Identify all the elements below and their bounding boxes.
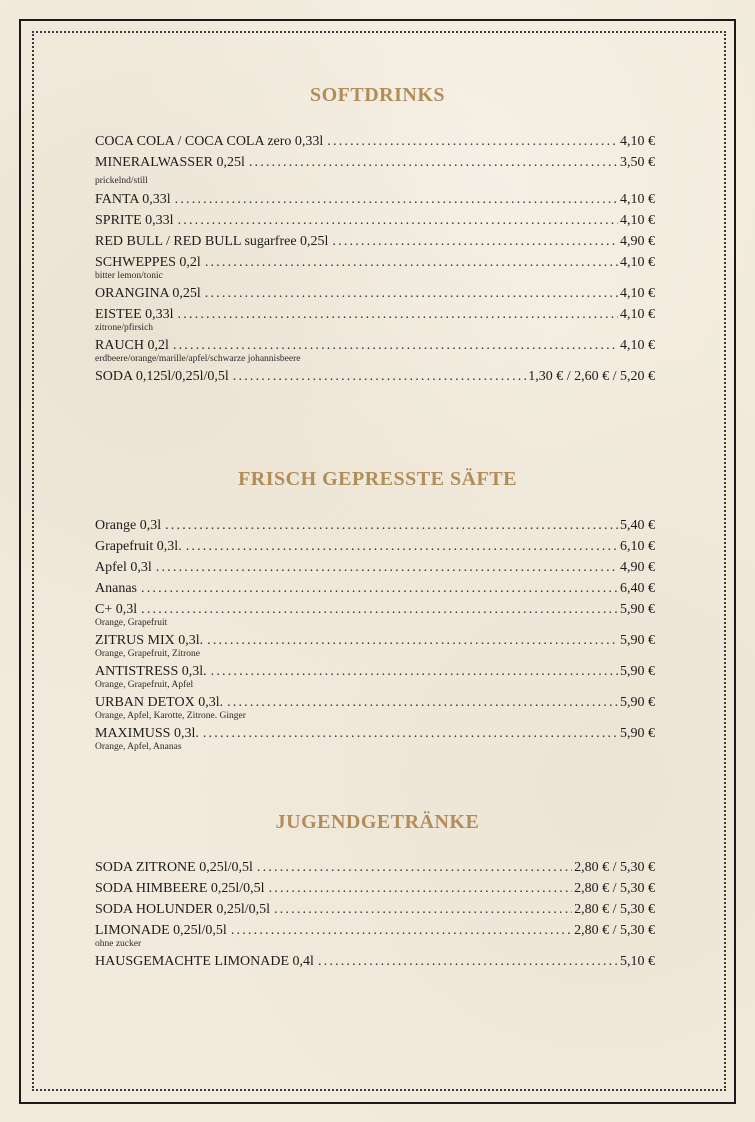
item-description: Orange, Grapefruit xyxy=(95,618,168,628)
item-description: Orange, Apfel, Karotte, Zitrone. Ginger xyxy=(95,711,246,721)
item-price: 4,10 € xyxy=(620,286,655,301)
menu-item xyxy=(95,337,655,365)
item-price: 5,10 € xyxy=(620,954,655,969)
item-description: ohne zucker xyxy=(95,939,142,949)
dot-leader xyxy=(211,663,618,680)
item-name: EISTEE 0,33l xyxy=(95,307,174,322)
dot-leader xyxy=(318,953,618,970)
menu-item xyxy=(95,233,655,250)
item-price: 4,10 € xyxy=(620,192,655,207)
item-price: 2,80 € / 5,30 € xyxy=(574,902,655,917)
dot-leader xyxy=(227,694,618,711)
dot-leader xyxy=(178,212,618,229)
item-name: Orange 0,3l xyxy=(95,518,162,533)
item-price: 5,90 € xyxy=(620,695,655,710)
item-name: SCHWEPPES 0,2l xyxy=(95,255,201,270)
item-description: bitter lemon/tonic xyxy=(95,271,163,281)
item-name: ORANGINA 0,25l xyxy=(95,286,201,301)
dot-leader xyxy=(327,133,618,150)
item-name: Apfel 0,3l xyxy=(95,560,152,575)
menu-item xyxy=(95,922,655,950)
item-price: 6,40 € xyxy=(620,581,655,596)
dot-leader xyxy=(269,880,573,897)
item-price: 5,90 € xyxy=(620,602,655,617)
dot-leader xyxy=(141,601,618,618)
item-description: Orange, Grapefruit, Apfel xyxy=(95,680,194,690)
dot-leader xyxy=(249,154,618,171)
menu-item xyxy=(95,538,655,555)
menu-item xyxy=(95,154,655,171)
menu-item xyxy=(95,517,655,534)
item-price: 4,10 € xyxy=(620,255,655,270)
menu-item xyxy=(95,880,655,897)
item-price: 4,10 € xyxy=(620,213,655,228)
item-price: 4,10 € xyxy=(620,307,655,322)
menu-item xyxy=(95,580,655,597)
jugendgetraenke-list xyxy=(95,859,655,974)
dot-leader xyxy=(165,517,618,534)
item-price: 2,80 € / 5,30 € xyxy=(574,923,655,938)
item-name: MINERALWASSER 0,25l xyxy=(95,155,245,170)
item-price: 4,10 € xyxy=(620,134,655,149)
item-description: Orange, Apfel, Ananas xyxy=(95,742,182,752)
dot-leader xyxy=(141,580,618,597)
menu-item xyxy=(95,254,655,282)
dot-leader xyxy=(173,337,618,354)
item-name: RED BULL / RED BULL sugarfree 0,25l xyxy=(95,234,329,249)
menu-item xyxy=(95,559,655,576)
item-name: Grapefruit 0,3l. xyxy=(95,539,182,554)
dot-leader xyxy=(233,368,526,385)
item-name: MAXIMUSS 0,3l. xyxy=(95,726,199,741)
item-price: 5,90 € xyxy=(620,633,655,648)
item-description: erdbeere/orange/marille/apfel/schwarze johannisbeere xyxy=(95,354,301,364)
dot-leader xyxy=(231,922,572,939)
dot-leader xyxy=(332,233,618,250)
dot-leader xyxy=(257,859,572,876)
menu-item xyxy=(95,953,655,970)
menu-item xyxy=(95,285,655,302)
menu-item xyxy=(95,212,655,229)
dot-leader xyxy=(274,901,572,918)
item-price: 5,40 € xyxy=(620,518,655,533)
item-name: COCA COLA / COCA COLA zero 0,33l xyxy=(95,134,324,149)
dot-leader xyxy=(205,285,618,302)
menu-item xyxy=(95,901,655,918)
dot-leader xyxy=(156,559,618,576)
item-name: HAUSGEMACHTE LIMONADE 0,4l xyxy=(95,954,314,969)
item-name: SODA HOLUNDER 0,25l/0,5l xyxy=(95,902,271,917)
item-name: C+ 0,3l xyxy=(95,602,138,617)
dot-leader xyxy=(186,538,618,555)
dot-leader xyxy=(175,191,618,208)
item-description: zitrone/pfirsich xyxy=(95,323,154,333)
item-name: ZITRUS MIX 0,3l. xyxy=(95,633,204,648)
menu-item xyxy=(95,725,655,753)
item-description: prickelnd/still xyxy=(95,176,148,186)
item-price: 2,80 € / 5,30 € xyxy=(574,860,655,875)
item-name: URBAN DETOX 0,3l. xyxy=(95,695,224,710)
section-title-saefte: FRISCH GEPRESSTE SÄFTE xyxy=(238,468,517,490)
item-price: 4,90 € xyxy=(620,234,655,249)
softdrinks-list xyxy=(95,133,655,389)
item-name: FANTA 0,33l xyxy=(95,192,171,207)
dot-leader xyxy=(178,306,618,323)
menu-item xyxy=(95,859,655,876)
item-name: Ananas xyxy=(95,581,137,596)
item-price: 4,90 € xyxy=(620,560,655,575)
section-title-softdrinks: SOFTDRINKS xyxy=(309,84,446,106)
item-name: LIMONADE 0,25l/0,5l xyxy=(95,923,227,938)
item-price: 1,30 € / 2,60 € / 5,20 € xyxy=(528,369,655,384)
menu-item xyxy=(95,663,655,691)
item-name: SODA HIMBEERE 0,25l/0,5l xyxy=(95,881,265,896)
item-price: 3,50 € xyxy=(620,155,655,170)
item-price: 2,80 € / 5,30 € xyxy=(574,881,655,896)
dot-leader xyxy=(203,725,618,742)
item-price: 6,10 € xyxy=(620,539,655,554)
section-title-jugendgetraenke: JUGENDGETRÄNKE xyxy=(275,811,480,833)
item-price: 5,90 € xyxy=(620,664,655,679)
item-name: SODA 0,125l/0,25l/0,5l xyxy=(95,369,229,384)
menu-item xyxy=(95,191,655,208)
menu-item-note xyxy=(95,176,655,187)
item-name: SPRITE 0,33l xyxy=(95,213,174,228)
item-description: Orange, Grapefruit, Zitrone xyxy=(95,649,200,659)
menu-item xyxy=(95,368,655,385)
menu-item xyxy=(95,694,655,722)
dot-leader xyxy=(207,632,618,649)
menu-item xyxy=(95,632,655,660)
item-price: 5,90 € xyxy=(620,726,655,741)
saefte-list xyxy=(95,517,655,756)
dot-leader xyxy=(205,254,618,271)
menu-item xyxy=(95,306,655,334)
item-price: 4,10 € xyxy=(620,338,655,353)
item-name: ANTISTRESS 0,3l. xyxy=(95,664,207,679)
menu-item xyxy=(95,601,655,629)
item-name: SODA ZITRONE 0,25l/0,5l xyxy=(95,860,253,875)
item-name: RAUCH 0,2l xyxy=(95,338,169,353)
menu-item xyxy=(95,133,655,150)
